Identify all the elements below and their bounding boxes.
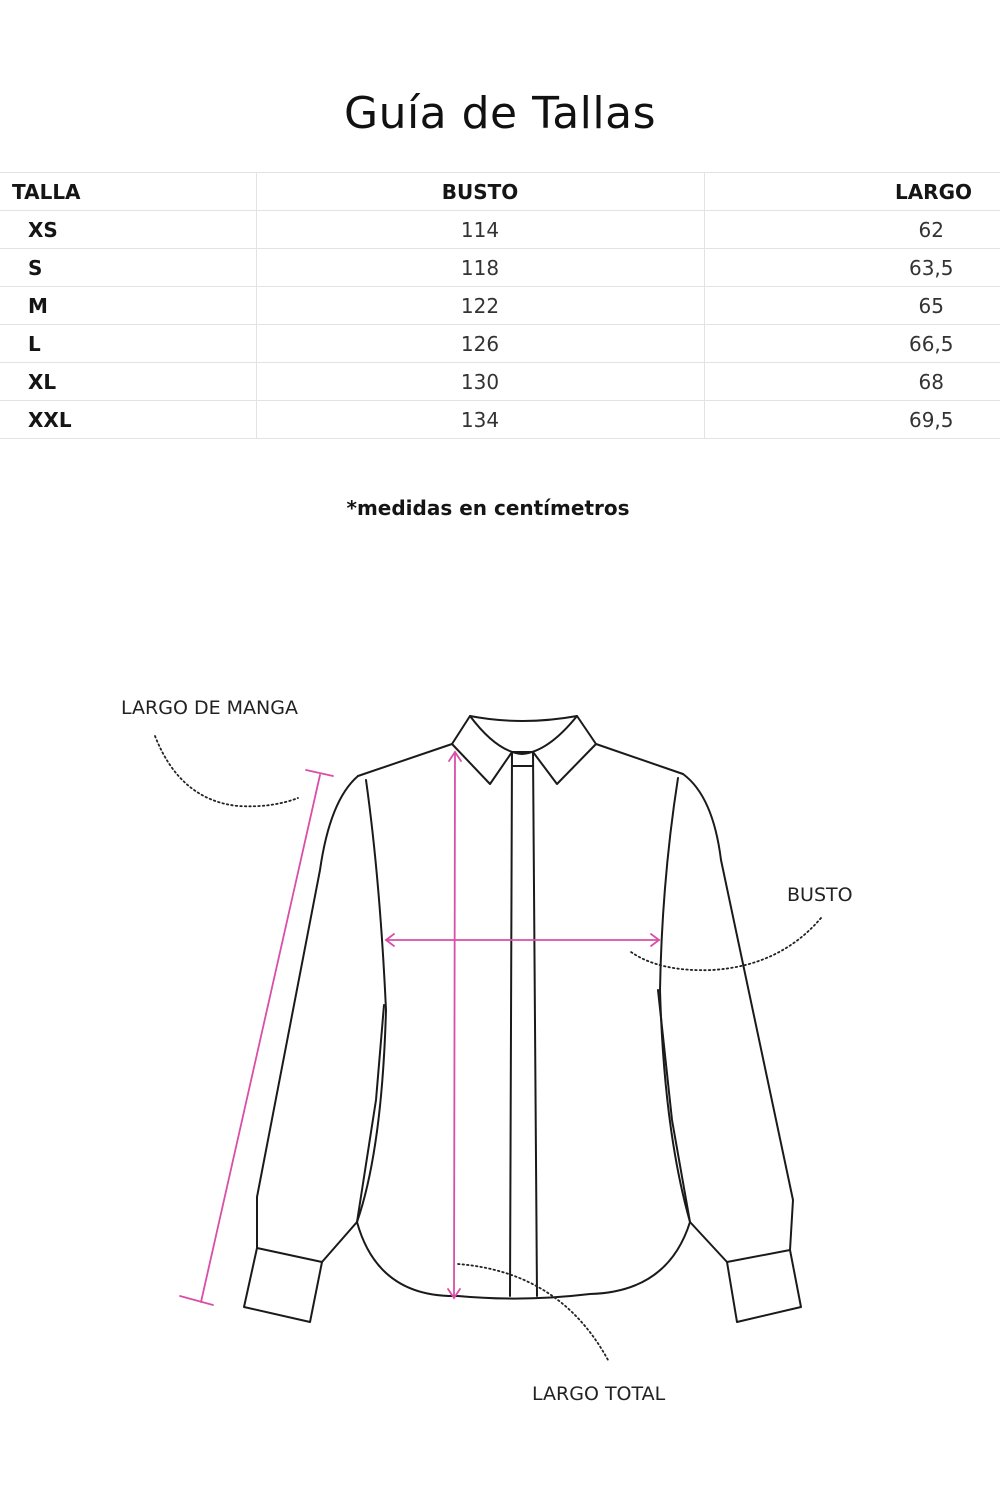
column-header-talla: TALLA xyxy=(0,173,256,211)
measure-lines xyxy=(180,752,659,1305)
cell-talla: XL xyxy=(0,363,256,401)
cell-busto: 130 xyxy=(256,363,704,401)
sleeve-leader xyxy=(155,736,298,806)
cell-largo: 68 xyxy=(704,363,1000,401)
cell-largo: 63,5 xyxy=(704,249,1000,287)
cell-busto: 114 xyxy=(256,211,704,249)
cell-busto: 122 xyxy=(256,287,704,325)
label-largo-total: LARGO TOTAL xyxy=(532,1383,666,1405)
cell-busto: 134 xyxy=(256,401,704,439)
column-header-busto: BUSTO xyxy=(256,173,704,211)
sleeve-measure-line xyxy=(201,775,320,1302)
shirt-outline xyxy=(244,716,801,1322)
total-measure-line xyxy=(454,752,455,1298)
placket xyxy=(510,752,537,1296)
bust-leader xyxy=(631,918,821,970)
cell-talla: M xyxy=(0,287,256,325)
collar-band xyxy=(470,716,577,721)
page-title: Guía de Tallas xyxy=(343,88,657,139)
cell-largo: 69,5 xyxy=(704,401,1000,439)
sleeve-measure-cap-bottom xyxy=(180,1296,213,1305)
cell-largo: 62 xyxy=(704,211,1000,249)
cell-talla: L xyxy=(0,325,256,363)
cell-largo: 65 xyxy=(704,287,1000,325)
left-side-seam xyxy=(357,780,386,1222)
cell-largo: 66,5 xyxy=(704,325,1000,363)
cell-talla: XXL xyxy=(0,401,256,439)
left-shoulder xyxy=(358,744,452,776)
right-shoulder xyxy=(596,744,683,774)
cell-busto: 118 xyxy=(256,249,704,287)
cell-talla: S xyxy=(0,249,256,287)
total-leader xyxy=(458,1264,608,1360)
leader-lines xyxy=(155,736,821,1360)
label-largo-de-manga: LARGO DE MANGA xyxy=(121,697,298,719)
measurement-note: *medidas en centímetros xyxy=(346,496,630,520)
collar xyxy=(452,716,596,784)
right-side-seam xyxy=(660,778,690,1222)
left-sleeve xyxy=(257,776,384,1262)
label-busto: BUSTO xyxy=(787,884,853,906)
cell-talla: XS xyxy=(0,211,256,249)
shirt-hem xyxy=(357,1222,690,1299)
right-sleeve xyxy=(658,774,793,1262)
cell-busto: 126 xyxy=(256,325,704,363)
column-header-largo: LARGO xyxy=(704,173,1000,211)
